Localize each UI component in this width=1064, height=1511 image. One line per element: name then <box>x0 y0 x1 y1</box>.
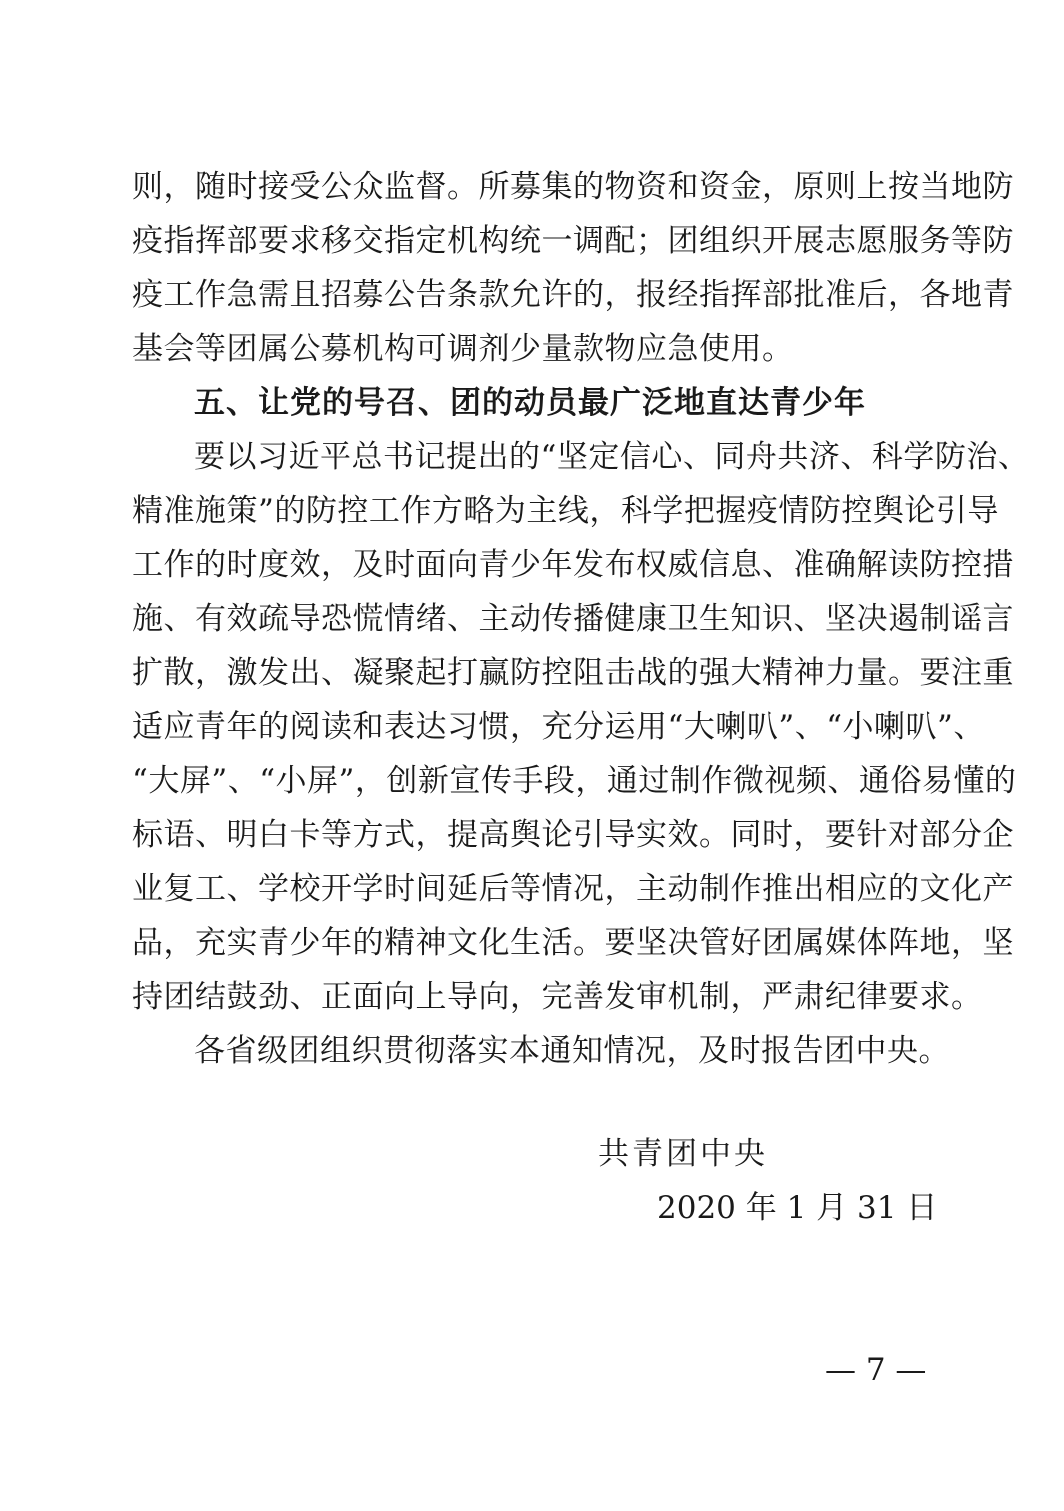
text-line: 则，随时接受公众监督。所募集的物资和资金，原则上按当地防 <box>132 169 1014 205</box>
text-line: 施、有效疏导恐慌情绪、主动传播健康卫生知识、坚决遏制谣言 <box>132 601 1014 637</box>
text-line: 业复工、学校开学时间延后等情况，主动制作推出相应的文化产 <box>132 871 1014 907</box>
page-number: — 7 — <box>825 1352 927 1388</box>
document-body <box>132 160 1030 1078</box>
text-line: 扩散，激发出、凝聚起打赢防控阻击战的强大精神力量。要注重 <box>132 655 1014 691</box>
text-line: 基会等团属公募机构可调剂少量款物应急使用。 <box>132 331 794 367</box>
text-line: 品，充实青少年的精神文化生活。要坚决管好团属媒体阵地，坚 <box>132 925 1014 961</box>
text-line: 疫指挥部要求移交指定机构统一调配；团组织开展志愿服务等防 <box>132 223 1014 259</box>
signature-date: 2020 年 1 月 31 日 <box>657 1190 938 1226</box>
text-line: 要以习近平总书记提出的“坚定信心、同舟共济、科学防治、 <box>194 439 1030 475</box>
text-line: “大屏”、“小屏”，创新宣传手段，通过制作微视频、通俗易懂的 <box>132 763 1017 799</box>
text-line: 精准施策”的防控工作方略为主线，科学把握疫情防控舆论引导 <box>132 493 999 529</box>
closing-paragraph: 各省级团组织贯彻落实本通知情况，及时报告团中央。 <box>194 1033 950 1069</box>
section-heading: 五、让党的号召、团的动员最广泛地直达青少年 <box>194 385 866 421</box>
text-line: 工作的时度效，及时面向青少年发布权威信息、准确解读防控措 <box>132 547 1014 583</box>
signature-organization: 共青团中央 <box>598 1136 768 1172</box>
text-line: 持团结鼓劲、正面向上导向，完善发审机制，严肃纪律要求。 <box>132 979 983 1015</box>
text-line: 标语、明白卡等方式，提高舆论引导实效。同时，要针对部分企 <box>132 817 1014 853</box>
text-line: 疫工作急需且招募公告条款允许的，报经指挥部批准后，各地青 <box>132 277 1014 313</box>
text-line: 适应青年的阅读和表达习惯，充分运用“大喇叭”、“小喇叭”、 <box>132 709 985 745</box>
